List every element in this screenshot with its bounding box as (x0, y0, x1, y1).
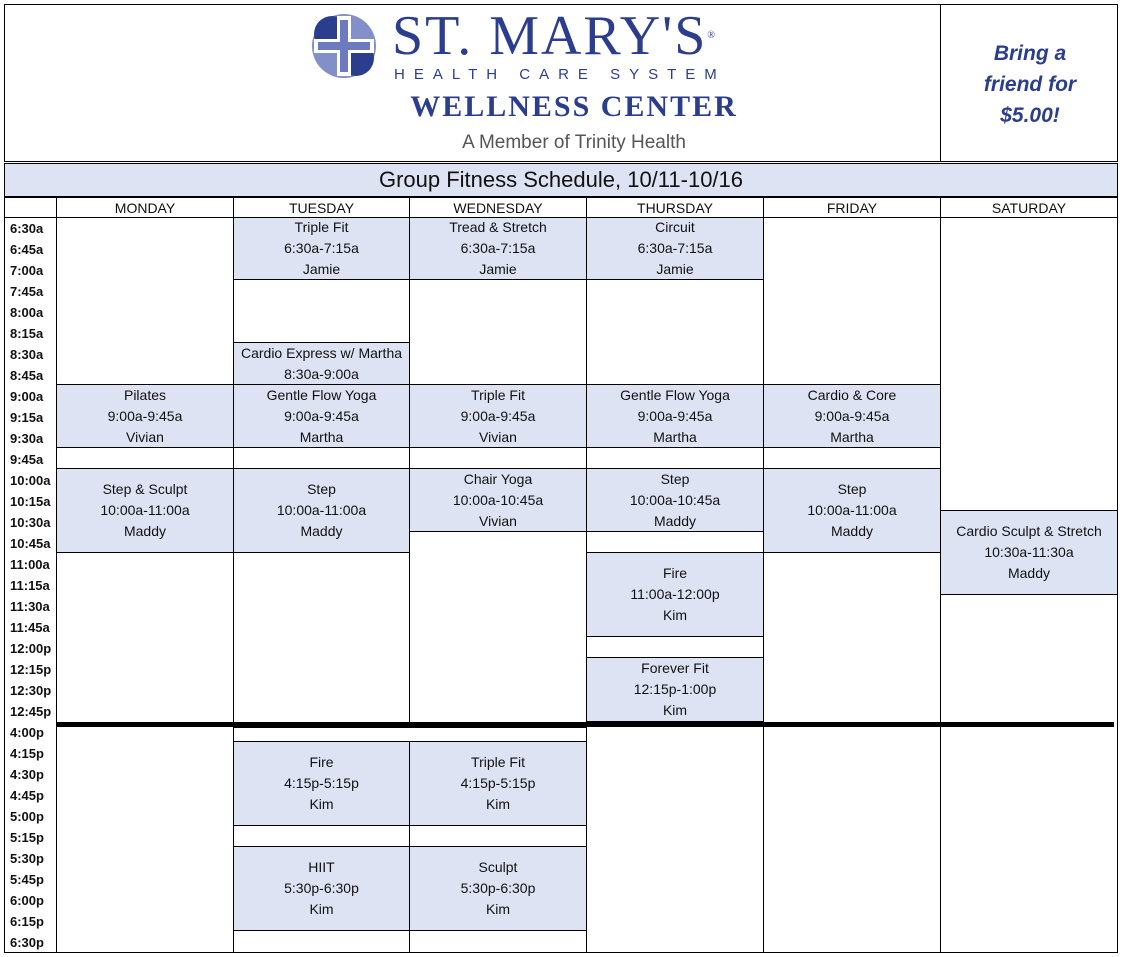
time-label: 11:15a (10, 578, 50, 593)
promo-text (942, 38, 1118, 134)
time-label: 11:30a (10, 599, 50, 614)
registered-mark: ® (707, 30, 717, 41)
day-header-wednesday: WEDNESDAY (409, 197, 587, 218)
class-cell (409, 468, 587, 532)
class-instructor: Jamie (479, 261, 517, 277)
day-header-thursday: THURSDAY (586, 197, 764, 218)
class-name: Forever Fit (641, 660, 709, 676)
header-divider (940, 4, 941, 162)
cell-divider (586, 447, 587, 469)
class-cell (763, 468, 941, 553)
class-instructor: Jamie (302, 261, 341, 277)
empty-slot (409, 279, 587, 385)
time-label: 6:30a (10, 221, 44, 236)
logo-wellness: WELLNESS CENTER (410, 90, 738, 123)
empty-slot (233, 825, 410, 847)
time-label: 5:00p (10, 809, 44, 824)
class-time: 9:00a-9:45a (460, 407, 536, 424)
class-time: 10:00a-10:45a (629, 491, 721, 508)
class-cell (586, 384, 764, 448)
class-cell (763, 384, 941, 448)
class-cell (409, 846, 587, 931)
class-instructor: Martha (830, 428, 874, 445)
day-header-tuesday: TUESDAY (233, 197, 410, 218)
time-label: 9:15a (10, 410, 44, 425)
class-time: 9:00a-9:45a (814, 407, 890, 424)
class-name: Cardio & Core (807, 386, 897, 403)
class-time: 9:00a-9:45a (637, 407, 713, 424)
time-label: 11:45a (10, 620, 50, 635)
class-time: 5:30p-6:30p (460, 880, 536, 896)
col-sep (56, 217, 57, 953)
time-label: 12:15p (10, 662, 52, 677)
class-name: Gentle Flow Yoga (266, 386, 377, 403)
class-name: HIIT (308, 859, 335, 875)
time-label: 7:45a (10, 284, 44, 299)
class-cell (409, 384, 587, 448)
class-instructor: Kim (662, 702, 688, 718)
class-cell (233, 384, 410, 448)
class-name: Fire (309, 754, 334, 770)
class-name: Triple Fit (471, 754, 525, 770)
class-name: Step & Sculpt (102, 481, 188, 497)
class-instructor: Vivian (479, 428, 517, 445)
class-cell (586, 217, 764, 280)
time-label: 12:45p (10, 704, 52, 719)
class-instructor: Vivian (126, 428, 164, 445)
class-cell (586, 468, 764, 532)
class-instructor: Kim (662, 607, 688, 623)
class-time: 11:00a-12:00p (630, 586, 720, 602)
class-instructor: Maddy (300, 523, 343, 539)
class-instructor: Martha (653, 428, 697, 445)
class-time: 4:15p-5:15p (284, 775, 359, 791)
class-cell (586, 552, 764, 637)
empty-slot (409, 825, 587, 847)
time-column-pm (4, 722, 56, 953)
time-label: 5:30p (10, 851, 44, 866)
logo-subtitle: HEALTH CARE SYSTEM (394, 66, 726, 83)
class-time: 8:30a-9:00a (284, 365, 359, 382)
time-label: 8:45a (10, 368, 44, 383)
class-instructor: Maddy (123, 523, 167, 539)
time-label: 10:30a (10, 515, 51, 530)
class-cell (56, 384, 234, 448)
time-label: 7:00a (10, 263, 44, 278)
time-label: 12:00p (10, 641, 52, 656)
class-time: 12:15p-1:00p (633, 681, 717, 697)
time-label: 6:15p (10, 914, 44, 929)
class-cell (233, 217, 410, 280)
class-name: Triple Fit (471, 386, 525, 403)
class-time: 10:00a-11:00a (807, 502, 897, 518)
time-label: 4:00p (10, 725, 44, 740)
time-label: 9:00a (10, 389, 44, 404)
empty-slot (233, 727, 587, 742)
class-name: Triple Fit (294, 219, 349, 235)
day-header-monday: MONDAY (56, 197, 234, 218)
time-label: 8:15a (10, 326, 44, 341)
time-label: 10:00a (10, 473, 51, 488)
class-time: 9:00a-9:45a (107, 407, 183, 424)
time-label: 5:15p (10, 830, 44, 845)
time-label: 8:00a (10, 305, 44, 320)
time-label: 12:30p (10, 683, 52, 698)
class-cell (586, 657, 764, 722)
class-name: Gentle Flow Yoga (620, 386, 730, 403)
time-label: 10:45a (10, 536, 51, 551)
promo-line-2: friend for (983, 73, 1077, 96)
time-label: 9:45a (10, 452, 44, 467)
class-name: Fire (662, 565, 688, 581)
class-name: Pilates (123, 386, 167, 403)
day-header-blank (4, 197, 57, 218)
class-cell (233, 342, 410, 385)
class-instructor: Maddy (653, 512, 697, 529)
time-label: 9:30a (10, 431, 44, 446)
class-name: Cardio Sculpt & Stretch (956, 523, 1102, 539)
class-time: 6:30a-7:15a (637, 240, 713, 256)
logo-title (392, 6, 752, 66)
class-name: Step (837, 481, 867, 497)
cell-divider (409, 447, 410, 469)
cell-divider (763, 447, 764, 469)
class-time: 10:00a-11:00a (100, 502, 190, 518)
class-instructor: Vivian (479, 512, 517, 529)
class-time: 4:15p-5:15p (460, 775, 536, 791)
empty-slot (586, 531, 764, 553)
class-instructor: Maddy (1007, 565, 1051, 581)
class-name: Step (307, 481, 336, 497)
class-instructor: Jamie (656, 261, 694, 277)
time-label: 10:15a (10, 494, 51, 509)
class-instructor: Martha (299, 428, 344, 445)
class-time: 6:30a-7:15a (284, 240, 359, 256)
day-header-friday: FRIDAY (763, 197, 941, 218)
class-instructor: Maddy (830, 523, 874, 539)
time-label: 4:45p (10, 788, 44, 803)
class-cell (233, 846, 410, 931)
class-name: Sculpt (478, 859, 518, 875)
class-instructor: Kim (485, 901, 511, 917)
empty-slot (233, 279, 410, 343)
class-cell (56, 468, 234, 553)
logo-mark-icon (304, 6, 384, 86)
promo-line-3: $5.00! (1000, 104, 1060, 127)
class-instructor: Kim (309, 796, 334, 812)
empty-slot (586, 636, 764, 658)
class-cell (233, 468, 410, 553)
time-label: 8:30a (10, 347, 44, 362)
class-instructor: Kim (309, 901, 334, 917)
class-instructor: Kim (485, 796, 511, 812)
class-time: 5:30p-6:30p (284, 880, 359, 896)
time-label: 6:00p (10, 893, 44, 908)
class-name: Circuit (655, 219, 695, 235)
class-cell (233, 741, 410, 826)
day-header-saturday: SATURDAY (940, 197, 1118, 218)
class-time: 10:00a-10:45a (452, 491, 544, 508)
schedule-title: Group Fitness Schedule, 10/11-10/16 (4, 163, 1118, 197)
time-label: 5:45p (10, 872, 44, 887)
class-time: 10:00a-11:00a (276, 502, 367, 518)
time-label: 6:30p (10, 935, 44, 950)
time-label: 4:30p (10, 767, 44, 782)
class-name: Chair Yoga (463, 470, 533, 487)
promo-line-1: Bring a (993, 42, 1067, 65)
time-label: 6:45a (10, 242, 44, 257)
class-name: Tread & Stretch (449, 219, 547, 235)
logo-tagline: A Member of Trinity Health (462, 132, 686, 153)
time-label: 11:00a (10, 557, 50, 572)
class-time: 6:30a-7:15a (460, 240, 536, 256)
empty-slot (586, 279, 764, 385)
time-column-am (4, 218, 56, 722)
time-label: 4:15p (10, 746, 44, 761)
empty-slot (56, 447, 941, 469)
class-name: Step (660, 470, 690, 487)
cell-divider (233, 447, 234, 469)
class-cell (409, 217, 587, 280)
class-name: Cardio Express w/ Martha (240, 344, 403, 361)
class-time: 10:30a-11:30a (984, 544, 1074, 560)
logo-title-text: ST. MARY'S (392, 5, 708, 67)
class-time: 9:00a-9:45a (284, 407, 359, 424)
class-cell (940, 510, 1118, 595)
class-cell (409, 741, 587, 826)
